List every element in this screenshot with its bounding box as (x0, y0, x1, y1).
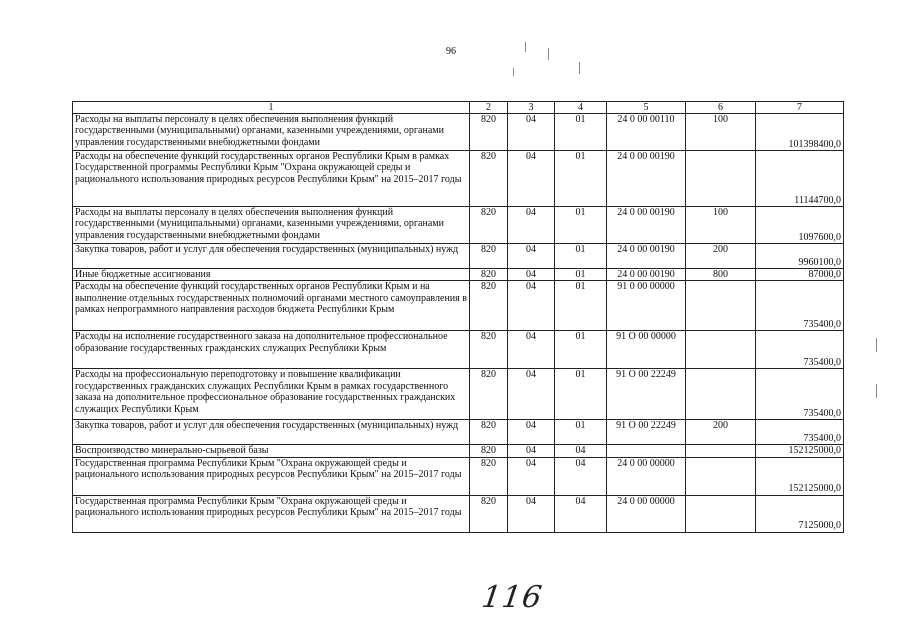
code-cell-c3: 04 (508, 281, 555, 331)
code-cell-c5: 24 0 00 00110 (607, 114, 686, 151)
amount-cell: 152125000,0 (756, 445, 844, 457)
scan-artifact (876, 338, 877, 352)
scan-artifact (579, 62, 580, 74)
amount-cell: 152125000,0 (756, 457, 844, 495)
amount-cell: 735400,0 (756, 369, 844, 420)
scan-artifact (525, 42, 526, 52)
code-cell-c2: 820 (470, 445, 508, 457)
table-row (73, 207, 844, 244)
amount-cell: 7125000,0 (756, 495, 844, 532)
amount-cell: 735400,0 (756, 281, 844, 331)
code-cell-c6: 100 (686, 207, 756, 244)
code-cell-c4: 04 (555, 445, 607, 457)
amount-cell: 735400,0 (756, 331, 844, 369)
code-cell-c4: 01 (555, 281, 607, 331)
code-cell-c6 (686, 457, 756, 495)
code-cell-c2: 820 (470, 151, 508, 207)
page-number: 96 (446, 46, 456, 57)
code-cell-c6: 100 (686, 114, 756, 151)
code-cell-c3: 04 (508, 495, 555, 532)
code-cell-c6: 800 (686, 269, 756, 281)
code-cell-c3: 04 (508, 369, 555, 420)
code-cell-c2: 820 (470, 369, 508, 420)
expense-name-cell: Расходы на исполнение государственного заказа на дополнительное профессиональное образование государственных гражданских служащих Республики Крым (73, 331, 470, 369)
code-cell-c5: 91 О 00 22249 (607, 420, 686, 445)
expense-name-cell: Расходы на выплаты персоналу в целях обеспечения выполнения функций государственными (муниципальными) органами, казенными учреждениями, органами управления государственными внебюджетными фондами (73, 207, 470, 244)
code-cell-c6: 200 (686, 420, 756, 445)
budget-table (72, 101, 844, 533)
expense-name-cell: Расходы на обеспечение функций государственных органов Республики Крым и на выполнение отдельных государственных полномочий органами местного самоуправления в рамках непрограммного направления расходов бюджета Республики Крым (73, 281, 470, 331)
code-cell-c3: 04 (508, 269, 555, 281)
table-row (73, 114, 844, 151)
column-header: 7 (756, 102, 844, 114)
code-cell-c3: 04 (508, 420, 555, 445)
code-cell-c6 (686, 369, 756, 420)
expense-name-cell: Иные бюджетные ассигнования (73, 269, 470, 281)
expense-name-cell: Закупка товаров, работ и услуг для обеспечения государственных (муниципальных) нужд (73, 420, 470, 445)
code-cell-c5 (607, 445, 686, 457)
code-cell-c2: 820 (470, 495, 508, 532)
code-cell-c3: 04 (508, 331, 555, 369)
code-cell-c4: 04 (555, 457, 607, 495)
expense-name-cell: Закупка товаров, работ и услуг для обеспечения государственных (муниципальных) нужд (73, 244, 470, 269)
code-cell-c3: 04 (508, 457, 555, 495)
code-cell-c5: 24 0 00 00000 (607, 495, 686, 532)
table-row (73, 369, 844, 420)
amount-cell: 11144700,0 (756, 151, 844, 207)
amount-cell: 1097600,0 (756, 207, 844, 244)
code-cell-c5: 24 0 00 00190 (607, 244, 686, 269)
code-cell-c5: 91 О 00 22249 (607, 369, 686, 420)
code-cell-c4: 04 (555, 495, 607, 532)
code-cell-c2: 820 (470, 331, 508, 369)
column-header: 1 (73, 102, 470, 114)
scan-artifact (876, 384, 877, 398)
code-cell-c4: 01 (555, 207, 607, 244)
code-cell-c4: 01 (555, 369, 607, 420)
table-row (73, 269, 844, 281)
code-cell-c5: 24 0 00 00000 (607, 457, 686, 495)
code-cell-c6 (686, 331, 756, 369)
code-cell-c5: 91 О 00 00000 (607, 331, 686, 369)
scan-artifact (513, 68, 514, 76)
code-cell-c3: 04 (508, 445, 555, 457)
expense-name-cell: Воспроизводство минерально-сырьевой базы (73, 445, 470, 457)
code-cell-c4: 01 (555, 114, 607, 151)
code-cell-c5: 24 0 00 00190 (607, 151, 686, 207)
expense-name-cell: Государственная программа Республики Крым "Охрана окружающей среды и рационального использования природных ресурсов Республики Крым" на 2015–2017 годы (73, 457, 470, 495)
code-cell-c2: 820 (470, 244, 508, 269)
code-cell-c6 (686, 151, 756, 207)
code-cell-c3: 04 (508, 207, 555, 244)
handwritten-page-number: 116 (479, 580, 545, 615)
table-row (73, 151, 844, 207)
budget-table-body (73, 102, 844, 533)
code-cell-c2: 820 (470, 420, 508, 445)
code-cell-c5: 24 0 00 00190 (607, 269, 686, 281)
code-cell-c6 (686, 281, 756, 331)
column-header: 2 (470, 102, 508, 114)
amount-cell: 735400,0 (756, 420, 844, 445)
code-cell-c2: 820 (470, 269, 508, 281)
table-row (73, 244, 844, 269)
code-cell-c5: 24 0 00 00190 (607, 207, 686, 244)
code-cell-c6: 200 (686, 244, 756, 269)
expense-name-cell: Расходы на выплаты персоналу в целях обеспечения выполнения функций государственными (муниципальными) органами, казенными учреждениями, органами управления государственными внебюджетными фондами (73, 114, 470, 151)
code-cell-c2: 820 (470, 281, 508, 331)
code-cell-c4: 01 (555, 244, 607, 269)
code-cell-c2: 820 (470, 114, 508, 151)
code-cell-c2: 820 (470, 457, 508, 495)
table-row (73, 457, 844, 495)
expense-name-cell: Государственная программа Республики Крым "Охрана окружающей среды и рационального использования природных ресурсов Республики Крым" на 2015–2017 годы (73, 495, 470, 532)
code-cell-c5: 91 0 00 00000 (607, 281, 686, 331)
code-cell-c3: 04 (508, 244, 555, 269)
column-header: 6 (686, 102, 756, 114)
code-cell-c6 (686, 445, 756, 457)
table-row (73, 495, 844, 532)
expense-name-cell: Расходы на профессиональную переподготовку и повышение квалификации государственных гражданских служащих Республики Крым в рамках государственного заказа на дополнительное профессиональное образование государственных гражданских служащих Республики Крым (73, 369, 470, 420)
amount-cell: 9960100,0 (756, 244, 844, 269)
code-cell-c4: 01 (555, 420, 607, 445)
code-cell-c4: 01 (555, 331, 607, 369)
column-header: 3 (508, 102, 555, 114)
table-row (73, 420, 844, 445)
column-header: 4 (555, 102, 607, 114)
code-cell-c3: 04 (508, 114, 555, 151)
amount-cell: 87000,0 (756, 269, 844, 281)
code-cell-c2: 820 (470, 207, 508, 244)
expense-name-cell: Расходы на обеспечение функций государственных органов Республики Крым в рамках Государственной программы Республики Крым "Охрана окружающей среды и рационального использования природных ресурсов Республики Крым" на 2015–2017 годы (73, 151, 470, 207)
table-row (73, 331, 844, 369)
code-cell-c4: 01 (555, 269, 607, 281)
amount-cell: 101398400,0 (756, 114, 844, 151)
code-cell-c3: 04 (508, 151, 555, 207)
code-cell-c6 (686, 495, 756, 532)
scan-artifact (548, 48, 549, 60)
table-row (73, 445, 844, 457)
column-number-row (73, 102, 844, 114)
code-cell-c4: 01 (555, 151, 607, 207)
column-header: 5 (607, 102, 686, 114)
table-row (73, 281, 844, 331)
